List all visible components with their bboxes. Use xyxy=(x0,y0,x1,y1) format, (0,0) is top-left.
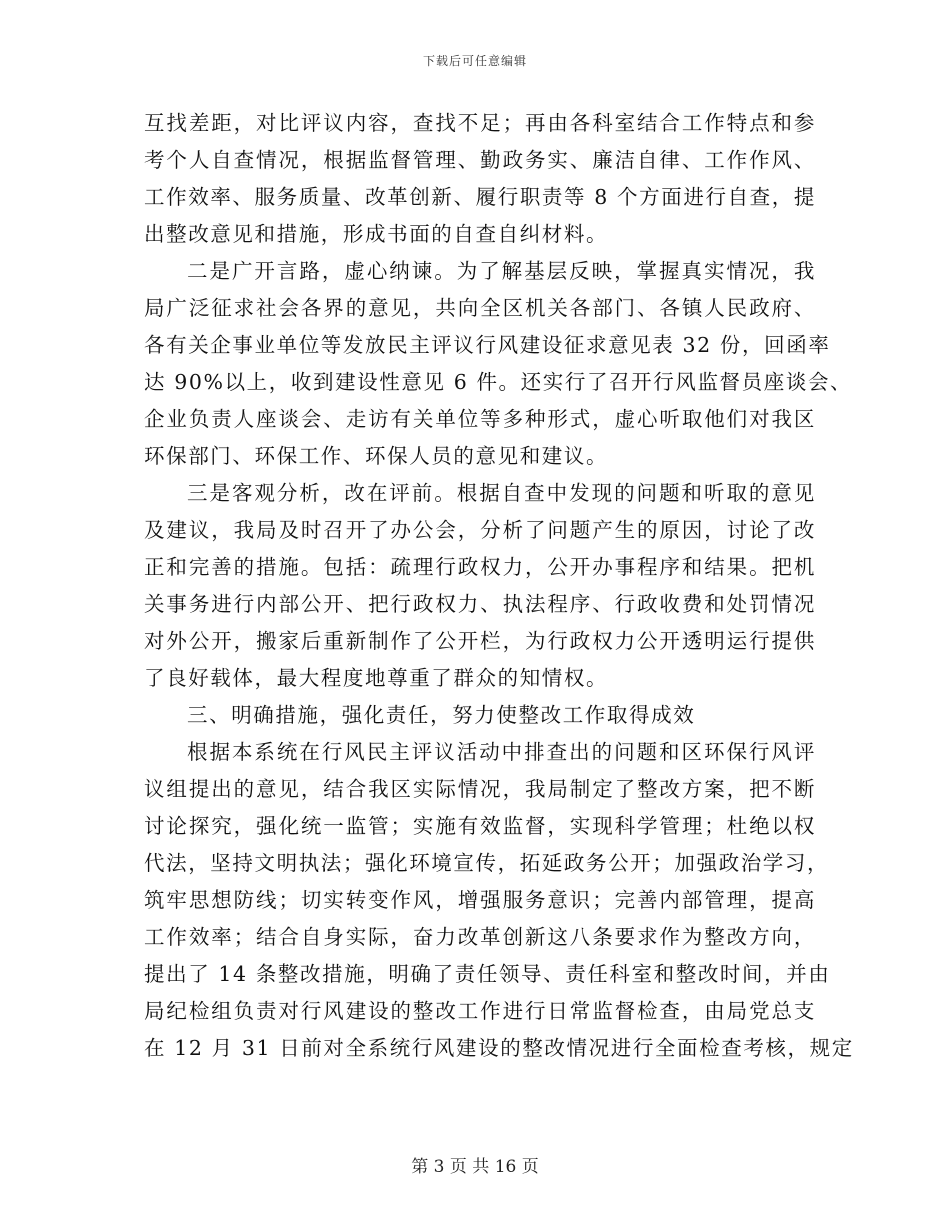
text-line: 工作效率、服务质量、改革创新、履行职责等 8 个方面进行自查，提 xyxy=(144,185,816,209)
text-line: 环保部门、环保工作、环保人员的意见和建议。 xyxy=(144,444,609,468)
text-line: 及建议，我局及时召开了办公会，分析了问题产生的原因，讨论了改 xyxy=(144,518,816,542)
text-line: 考个人自查情况，根据监督管理、勤政务实、廉洁自律、工作作风、 xyxy=(144,148,816,172)
text-line: 局纪检组负责对行风建设的整改工作进行日常监督检查，由局党总支 xyxy=(144,999,816,1023)
text-line: 达 90%以上，收到建设性意见 6 件。还实行了召开行风监督员座谈会、 xyxy=(144,370,853,394)
page-footer: 第 3 页 共 16 页 xyxy=(411,1157,539,1177)
text-line: 互找差距，对比评议内容，查找不足；再由各科室结合工作特点和参 xyxy=(144,111,816,135)
text-line: 局广泛征求社会各界的意见，共向全区机关各部门、各镇人民政府、 xyxy=(144,296,816,320)
text-line: 对外公开，搬家后重新制作了公开栏，为行政权力公开透明运行提供 xyxy=(144,629,816,653)
text-line: 代法，坚持文明执法；强化环境宣传，拓延政务公开；加强政治学习， xyxy=(144,851,830,875)
text-line: 关事务进行内部公开、把行政权力、执法程序、行政收费和处罚情况 xyxy=(144,592,816,616)
paragraph-start-line: 三是客观分析，改在评前。根据自查中发现的问题和听取的意见 xyxy=(187,481,816,505)
text-line: 出整改意见和措施，形成书面的自查自纠材料。 xyxy=(144,222,609,246)
text-line: 各有关企事业单位等发放民主评议行风建设征求意见表 32 份，回函率 xyxy=(144,333,831,357)
document-body xyxy=(144,105,854,1067)
paragraph-start-line: 根据本系统在行风民主评议活动中排查出的问题和区环保行风评 xyxy=(187,740,816,764)
text-line: 在 12 月 31 日前对全系统行风建设的整改情况进行全面检查考核，规定 xyxy=(144,1036,854,1060)
text-line: 了良好载体，最大程度地尊重了群众的知情权。 xyxy=(144,666,609,690)
text-line: 讨论探究，强化统一监管；实施有效监督，实现科学管理；杜绝以权 xyxy=(144,814,816,838)
text-line: 企业负责人座谈会、走访有关单位等多种形式，虚心听取他们对我区 xyxy=(144,407,816,431)
text-line: 提出了 14 条整改措施，明确了责任领导、责任科室和整改时间，并由 xyxy=(144,962,831,986)
text-line: 议组提出的意见，结合我区实际情况，我局制定了整改方案，把不断 xyxy=(144,777,816,801)
paragraph-start-line: 二是广开言路，虚心纳谏。为了解基层反映，掌握真实情况，我 xyxy=(187,259,816,283)
text-line: 正和完善的措施。包括：疏理行政权力，公开办事程序和结果。把机 xyxy=(144,555,816,579)
page-header: 下载后可任意编辑 xyxy=(422,54,527,68)
section-heading: 三、明确措施，强化责任，努力使整改工作取得成效 xyxy=(187,703,696,727)
text-line: 筑牢思想防线；切实转变作风，增强服务意识；完善内部管理，提高 xyxy=(144,888,816,912)
text-line: 工作效率；结合自身实际，奋力改革创新这八条要求作为整改方向， xyxy=(144,925,816,949)
